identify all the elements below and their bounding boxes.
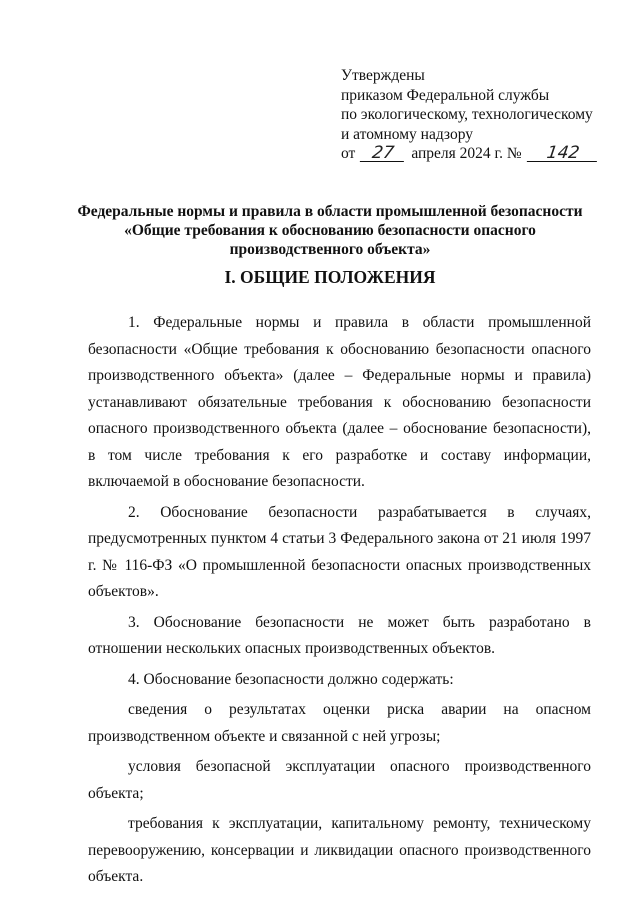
date-rest: апреля 2024 г. № [411, 145, 522, 162]
section-heading: I. ОБЩИЕ ПОЛОЖЕНИЯ [224, 267, 436, 287]
approval-line-2: приказом Федеральной службы [341, 86, 550, 104]
approval-line-3: по экологическому, технологическому [341, 106, 593, 123]
list-item-safe-operation: условия безопасной эксплуатации опасного производственного объекта; [88, 758, 591, 802]
date-prefix: от [341, 145, 356, 162]
paragraph-2: 2. Обоснование безопасности разрабатывается в случаях, предусмотренных пунктом 4 статьи 3 Федерального закона от 21 июля 1997 г. № 116-ФЗ «О промышленной безопасности опасных производственных объектов». [88, 503, 591, 600]
handwritten-order-number: 142 [527, 145, 599, 162]
approval-line-1: Утверждены [341, 67, 425, 84]
document-body [88, 310, 591, 895]
document-title: Федеральные нормы и правила в области промышленной безопасности «Общие требования к обоснованию безопасности опасного производственного объекта» [77, 203, 583, 258]
paragraph-3: 3. Обоснование безопасности не может быть разработано в отношении нескольких опасных производственных объектов. [88, 613, 591, 657]
paragraph-4: 4. Обоснование безопасности должно содержать: [128, 670, 454, 688]
handwritten-day: 27 [360, 145, 406, 162]
list-item-operation-requirements: требования к эксплуатации, капитальному ремонту, техническому перевооружению, консервации и ликвидации опасного производственного объекта. [88, 815, 591, 885]
approval-date-line [341, 144, 611, 164]
approval-line-4: и атомному надзору [341, 125, 473, 143]
approval-block [341, 66, 611, 164]
list-item-risk-assessment: сведения о результатах оценки риска аварии на опасном производственном объекте и связанной с ней угрозы; [88, 701, 591, 745]
paragraph-1: 1. Федеральные нормы и правила в области промышленной безопасности «Общие требования к обоснованию безопасности опасного производственного объекта» (далее – Федеральные нормы и правила) устанавливают обязательные требования к обоснованию безопасности опасного производственного объекта (далее – обоснование безопасности), в том числе требования к его разработке и составу информации, включаемой в обоснование безопасности. [88, 314, 591, 490]
